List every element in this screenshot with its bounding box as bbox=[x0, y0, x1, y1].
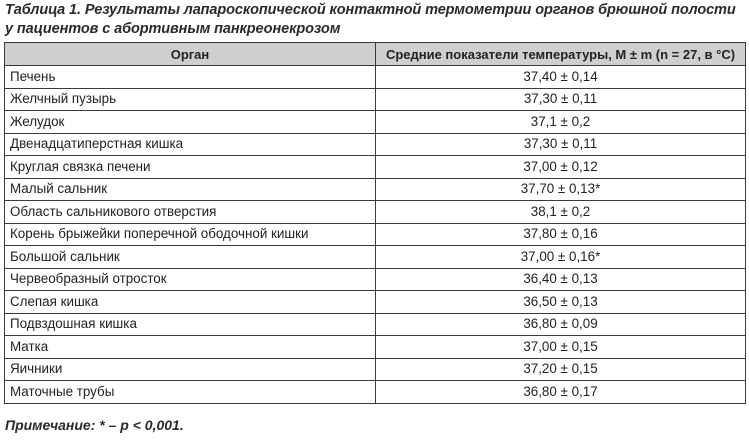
organ-cell: Круглая связка печени bbox=[5, 156, 376, 179]
organ-cell: Большой сальник bbox=[5, 246, 376, 269]
temperature-cell: 37,30 ± 0,11 bbox=[376, 88, 746, 111]
table-footnote: Примечание: * – р < 0,001. bbox=[5, 417, 184, 433]
table-row bbox=[5, 66, 746, 89]
table-row bbox=[5, 291, 746, 314]
table-caption bbox=[5, 1, 745, 39]
temperature-cell: 36,80 ± 0,17 bbox=[376, 381, 746, 404]
table-row bbox=[5, 268, 746, 291]
organ-cell: Матка bbox=[5, 336, 376, 359]
organ-cell: Маточные трубы bbox=[5, 381, 376, 404]
table-row bbox=[5, 178, 746, 201]
temperature-cell: 37,00 ± 0,12 bbox=[376, 156, 746, 179]
table-row bbox=[5, 313, 746, 336]
temperature-cell: 38,1 ± 0,2 bbox=[376, 201, 746, 224]
table-row bbox=[5, 223, 746, 246]
temperature-cell: 37,40 ± 0,14 bbox=[376, 66, 746, 89]
table-row bbox=[5, 156, 746, 179]
temperature-cell: 37,1 ± 0,2 bbox=[376, 111, 746, 134]
organ-cell: Яичники bbox=[5, 358, 376, 381]
temperature-cell: 37,00 ± 0,15 bbox=[376, 336, 746, 359]
temperature-cell: 36,80 ± 0,09 bbox=[376, 313, 746, 336]
table-row bbox=[5, 201, 746, 224]
table-caption-text: Результаты лапароскопической контактной термометрии органов брюшной полости у пациентов с абортивным панкреонекрозом bbox=[5, 2, 736, 37]
table-header-row bbox=[5, 43, 746, 66]
temperature-cell: 37,20 ± 0,15 bbox=[376, 358, 746, 381]
header-organ: Орган bbox=[5, 43, 376, 66]
table-caption-lead: Таблица 1. bbox=[5, 2, 81, 18]
table-row bbox=[5, 358, 746, 381]
header-temperature: Средние показатели температуры, М ± m (n = 27, в °C) bbox=[376, 43, 746, 66]
temperature-cell: 36,40 ± 0,13 bbox=[376, 268, 746, 291]
organ-cell: Малый сальник bbox=[5, 178, 376, 201]
organ-cell: Червеобразный отросток bbox=[5, 268, 376, 291]
temperature-cell: 37,70 ± 0,13* bbox=[376, 178, 746, 201]
organ-cell: Печень bbox=[5, 66, 376, 89]
temperature-cell: 37,80 ± 0,16 bbox=[376, 223, 746, 246]
table-row bbox=[5, 246, 746, 269]
table-row bbox=[5, 336, 746, 359]
organ-cell: Область сальникового отверстия bbox=[5, 201, 376, 224]
temperature-table bbox=[4, 42, 746, 404]
table-row bbox=[5, 133, 746, 156]
organ-cell: Желчный пузырь bbox=[5, 88, 376, 111]
table-row bbox=[5, 381, 746, 404]
organ-cell: Желудок bbox=[5, 111, 376, 134]
table-row bbox=[5, 88, 746, 111]
organ-cell: Двенадцатиперстная кишка bbox=[5, 133, 376, 156]
temperature-cell: 37,00 ± 0,16* bbox=[376, 246, 746, 269]
organ-cell: Подвздошная кишка bbox=[5, 313, 376, 336]
organ-cell: Слепая кишка bbox=[5, 291, 376, 314]
temperature-cell: 36,50 ± 0,13 bbox=[376, 291, 746, 314]
table-row bbox=[5, 111, 746, 134]
temperature-cell: 37,30 ± 0,11 bbox=[376, 133, 746, 156]
organ-cell: Корень брыжейки поперечной ободочной кишки bbox=[5, 223, 376, 246]
